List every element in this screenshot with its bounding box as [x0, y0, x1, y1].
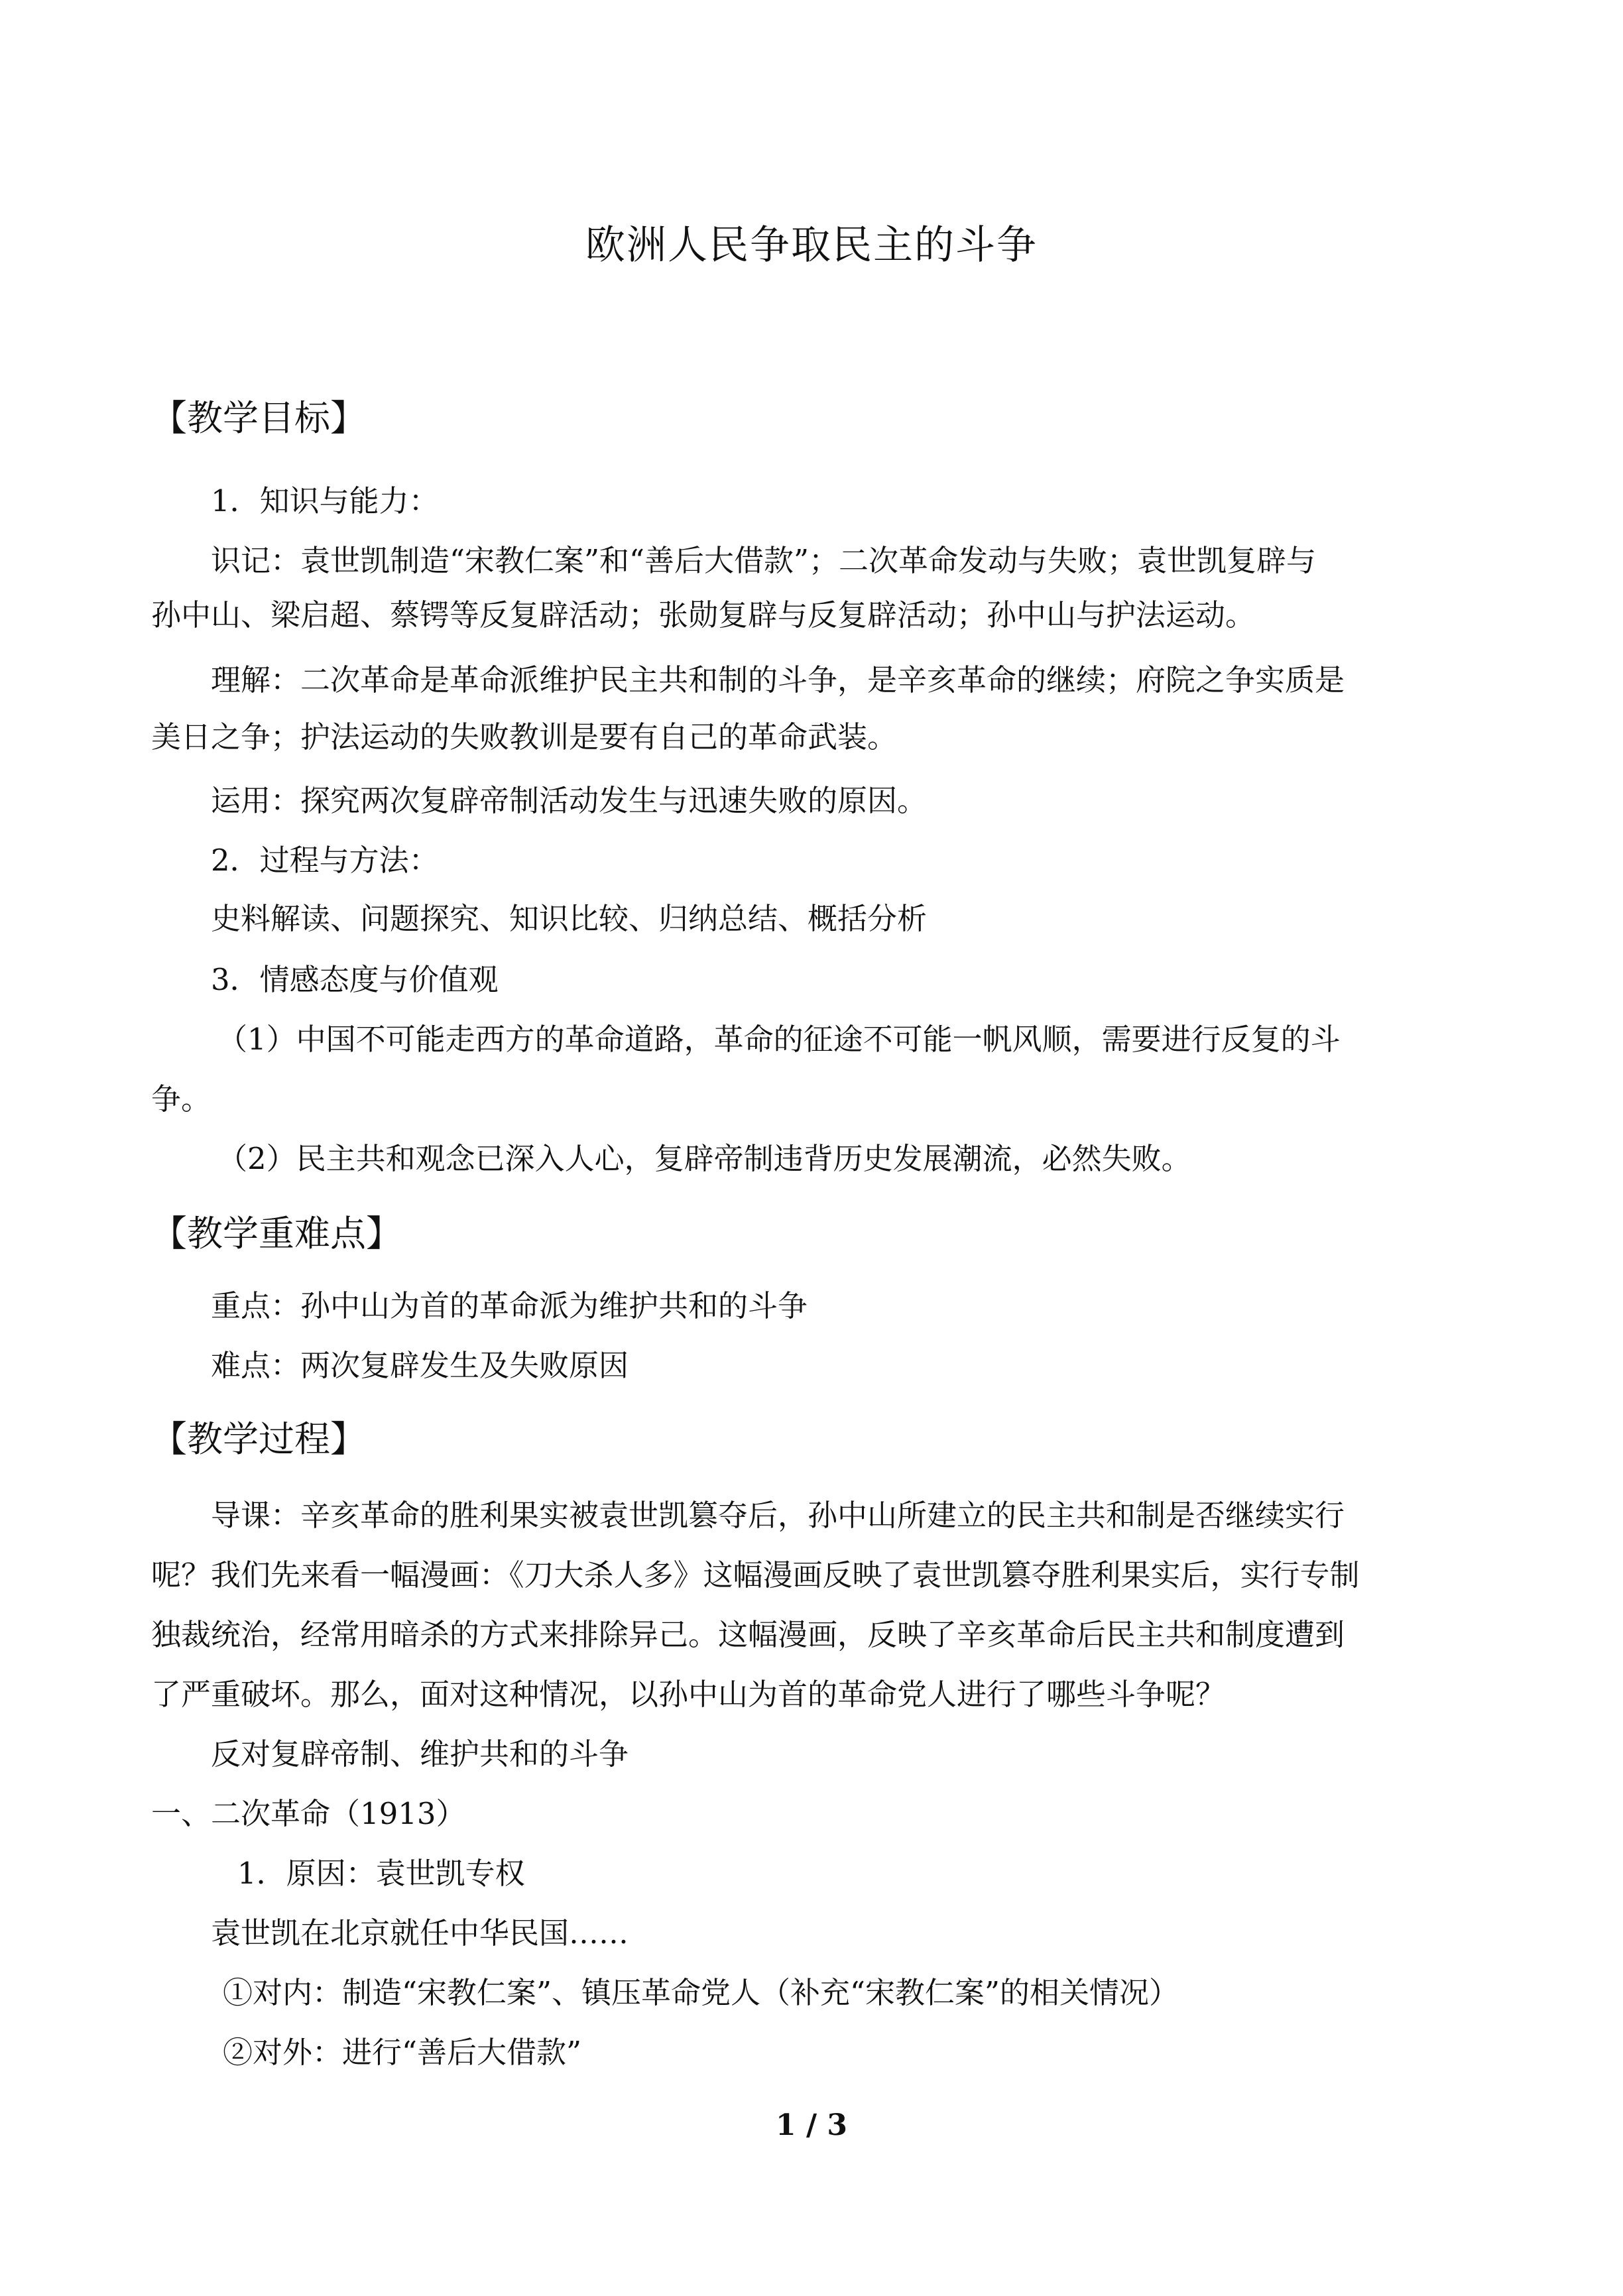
intro-line-3: 独裁统治，经常用暗杀的方式来排除异己。这幅漫画，反映了辛亥革命后民主共和制度遭到 [151, 1617, 1345, 1652]
foreign-point: ②对外：进行“善后大借款” [223, 2035, 582, 2070]
intro-line-2: 呢？我们先来看一幅漫画：《刀大杀人多》这幅漫画反映了袁世凯篡夺胜利果实后，实行专制 [151, 1557, 1360, 1593]
page-number: 1 / 3 [776, 2108, 847, 2142]
understand-line-1: 理解：二次革命是革命派维护民主共和制的斗争，是辛亥革命的继续；府院之争实质是 [211, 662, 1345, 697]
cause-heading: 1．原因：袁世凯专权 [237, 1856, 525, 1891]
document-title: 欧洲人民争取民主的斗争 [585, 222, 1038, 269]
objective-item3-p1-line-1: （1）中国不可能走西方的革命道路，革命的征途不可能一帆风顺，需要进行反复的斗 [217, 1022, 1341, 1057]
section-heading-objectives: 【教学目标】 [151, 397, 366, 439]
domestic-point: ①对内：制造“宋教仁案”、镇压革命党人（补充“宋教仁案”的相关情况） [223, 1975, 1179, 2010]
intro-line-1: 导课：辛亥革命的胜利果实被袁世凯篡夺后，孙中山所建立的民主共和制是否继续实行 [211, 1498, 1345, 1533]
cause-text: 袁世凯在北京就任中华民国…… [211, 1915, 629, 1951]
objective-item2-text: 史料解读、问题探究、知识比较、归纳总结、概括分析 [211, 901, 928, 936]
intro-line-4: 了严重破坏。那么，面对这种情况，以孙中山为首的革命党人进行了哪些斗争呢？ [151, 1677, 1226, 1712]
objective-item3-p2: （2）民主共和观念已深入人心，复辟帝制违背历史发展潮流，必然失败。 [217, 1141, 1191, 1176]
key-point-line: 重点：孙中山为首的革命派为维护共和的斗争 [211, 1288, 808, 1323]
recall-line-1: 识记：袁世凯制造“宋教仁案”和“善后大借款”；二次革命发动与失败；袁世凯复辟与 [211, 543, 1317, 578]
apply-line: 运用：探究两次复辟帝制活动发生与迅速失败的原因。 [211, 783, 928, 818]
process-topic: 反对复辟帝制、维护共和的斗争 [211, 1736, 629, 1772]
objective-item3-heading: 3．情感态度与价值观 [211, 962, 499, 997]
section-heading-key-points: 【教学重难点】 [151, 1213, 402, 1254]
part1-heading: 一、二次革命（1913） [151, 1796, 466, 1831]
difficult-point-line: 难点：两次复辟发生及失败原因 [211, 1348, 629, 1383]
objective-item2-heading: 2．过程与方法： [211, 843, 439, 878]
section-heading-process: 【教学过程】 [151, 1418, 366, 1460]
understand-line-2: 美日之争；护法运动的失败教训是要有自己的革命武装。 [151, 719, 898, 755]
objective-item3-p1-line-2: 争。 [151, 1081, 211, 1117]
recall-line-2: 孙中山、梁启超、蔡锷等反复辟活动；张勋复辟与反复辟活动；孙中山与护法运动。 [151, 597, 1256, 633]
objective-item1-heading: 1．知识与能力： [211, 483, 439, 518]
